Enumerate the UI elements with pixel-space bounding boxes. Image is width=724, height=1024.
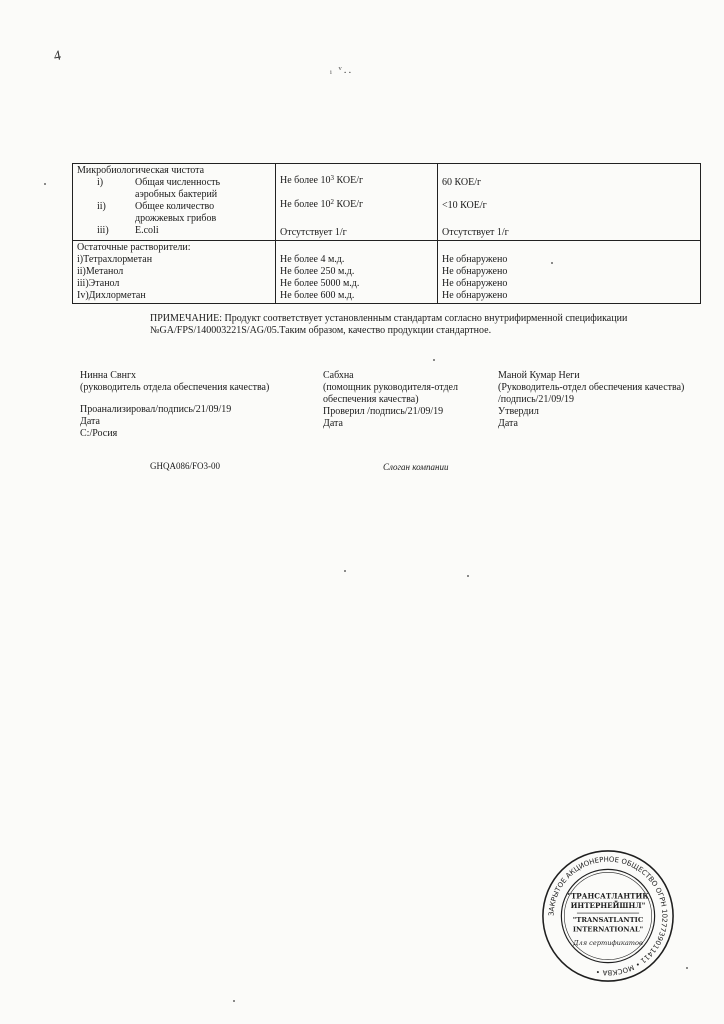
solvent-2-name: ii)Метанол — [77, 266, 124, 277]
micro-item-2-line2 — [77, 213, 271, 225]
signer-name: Манoй Кумар Неги — [498, 370, 580, 381]
stamp-line-4: INTERNATIONAL" — [572, 925, 644, 934]
solvent-1-name: i)Тетрахлорметан — [77, 254, 153, 265]
micro-item-3-result: Отсутствует 1/г — [442, 227, 509, 238]
micro-item-1-line2 — [77, 189, 271, 201]
scan-speck — [686, 967, 688, 969]
solvents-spec-cell — [276, 241, 438, 304]
micro-item-2-spec: Не более $10^2$ КОЕ/г — [280, 198, 364, 210]
signer-role: (руководитель отдела обеспечения качества) — [80, 382, 270, 393]
solvent-1-spec: Не более 4 м.д. — [280, 254, 345, 265]
table-row-microbiology — [73, 164, 701, 241]
micro-item-2-name-cont: дрожжевых грибов — [135, 213, 217, 224]
note-line-2: №GA/FPS/140003221S/AG/05.Таким образом, качество продукции стандартное. — [150, 325, 492, 336]
micro-item-2-result: <10 КОЕ/г — [442, 200, 487, 211]
scan-speck — [233, 1000, 235, 1002]
micro-item-3-spec: Отсутствует 1/г — [280, 227, 347, 238]
micro-item-2-name: Общее количество — [135, 201, 215, 212]
stamp-line-2: ИНТЕРНЕЙШНЛ" — [570, 901, 646, 911]
micro-item-1-name: Общая численность — [135, 177, 221, 188]
micro-item-1-roman: i) — [97, 177, 104, 188]
signer-role-cont: обеспечения качества) — [323, 394, 419, 405]
signature-block-analyst — [80, 370, 269, 440]
solvent-4-result: Не обнаружено — [442, 290, 508, 301]
signer-role: (помощник руководителя-отдел — [323, 382, 458, 393]
signer-action: Проверил /подпись/21/09/19 — [323, 406, 444, 417]
corner-handwritten-mark: 4 — [52, 48, 63, 65]
microbiology-heading: Микробиологическая чистота — [77, 165, 205, 176]
signer-extra: С:/Росия — [80, 428, 118, 439]
stamp-bottom-text: Для сертификатов — [573, 939, 643, 948]
scan-speck — [44, 183, 46, 185]
stamp-outer-text: ЗАКРЫТОЕ АКЦИОНЕРНОЕ ОБЩЕСТВО ОГРН 1027739011411 • МОСКВА • — [547, 855, 669, 977]
microbiology-result-cell — [438, 164, 701, 241]
specification-table — [72, 163, 701, 304]
micro-item-1-name-cont: аэробных бактерий — [135, 189, 218, 200]
form-code: GHQA086/FO3-00 — [150, 461, 221, 471]
signer-action: Проанализировал/подпись/21/09/19 — [80, 404, 232, 415]
micro-item-3-name: E.coli — [135, 225, 159, 236]
signer-name: Нинна Свнгх — [80, 370, 137, 381]
solvent-4-name: Iv)Дихлорметан — [77, 290, 146, 301]
conformity-note — [150, 313, 670, 337]
microbiology-spec-cell — [276, 164, 438, 241]
microbiology-names-cell — [73, 164, 276, 241]
micro-item-1-result: 60 КОЕ/г — [442, 177, 482, 188]
solvent-3-result: Не обнаружено — [442, 278, 508, 289]
solvent-2-result: Не обнаружено — [442, 266, 508, 277]
scan-speck — [433, 359, 435, 361]
solvents-heading: Остаточные растворители: — [77, 242, 191, 253]
scan-speck — [344, 570, 346, 572]
stamp-line-3: "TRANSATLANTIC — [572, 915, 644, 924]
solvents-names-cell — [73, 241, 276, 304]
micro-item-3-line1 — [77, 225, 271, 237]
signer-date-label: Дата — [498, 418, 518, 429]
signature-block-reviewer — [323, 370, 458, 430]
solvent-4-spec: Не более 600 м.д. — [280, 290, 355, 301]
micro-item-2-line1 — [77, 201, 271, 213]
signer-role: (Руководитель-отдел обеспечения качества) — [498, 382, 685, 393]
signer-name: Сабхна — [323, 370, 354, 381]
signer-date-label: Дата — [80, 416, 100, 427]
note-line-1: ПРИМЕЧАНИЕ: Продукт соответствует установленным стандартам согласно внутрифирменной спецификации — [150, 313, 628, 324]
solvent-3-name: iii)Этанол — [77, 278, 120, 289]
stamp-line-1: "ТРАНСАТЛАНТИК — [567, 891, 649, 901]
solvent-3-spec: Не более 5000 м.д. — [280, 278, 360, 289]
scan-speck — [467, 575, 469, 577]
solvent-2-spec: Не более 250 м.д. — [280, 266, 355, 277]
signer-signed: /подпись/21/09/19 — [498, 394, 574, 405]
micro-item-2-roman: ii) — [97, 201, 106, 212]
table-row-solvents — [73, 241, 701, 304]
micro-item-3-roman: iii) — [97, 225, 109, 236]
company-stamp — [540, 848, 676, 984]
company-slogan: Слоган компании — [383, 462, 449, 472]
top-scan-mark: ᵢ ᵛ.. — [330, 64, 354, 76]
signer-action: Утвердил — [498, 406, 539, 417]
signer-date-label: Дата — [323, 418, 343, 429]
micro-item-1-spec: Не более $10^3$ КОЕ/г — [280, 174, 364, 186]
micro-item-1-line1 — [77, 177, 271, 189]
signature-block-approver — [498, 370, 684, 430]
solvent-1-result: Не обнаружено — [442, 254, 508, 265]
solvents-result-cell — [438, 241, 701, 304]
